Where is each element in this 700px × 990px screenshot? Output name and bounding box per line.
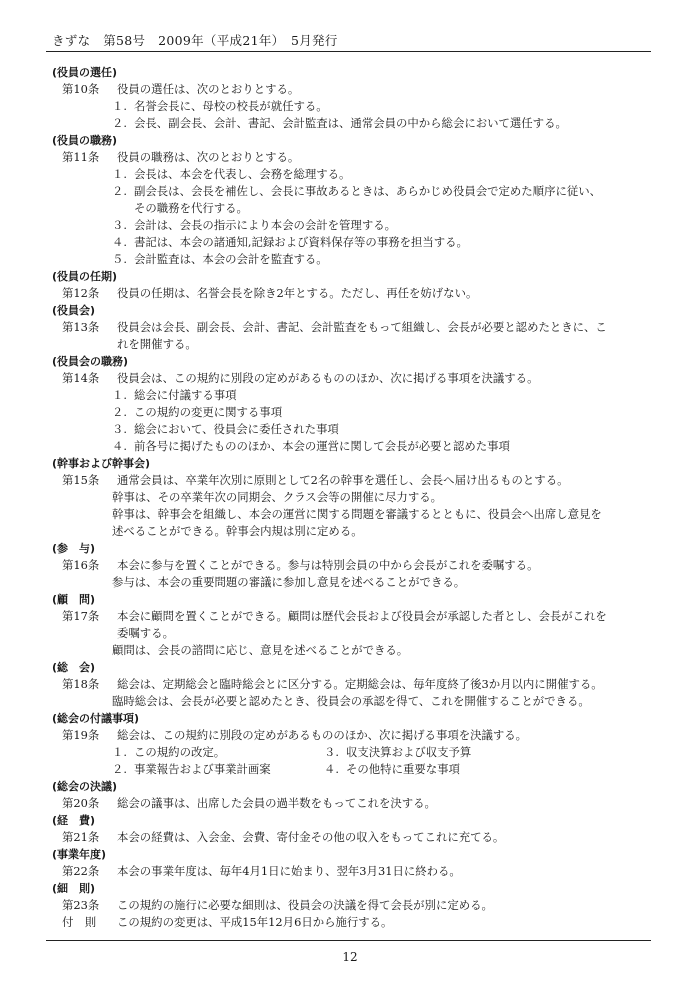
list-item: [52, 251, 652, 268]
article-paragraph: 参与は、本会の重要問題の審議に参加し意見を述べることができる。: [112, 575, 466, 589]
article-paragraph: 臨時総会は、会長が必要と認めたとき、役員会の承認を得て、これを開催することができる。: [112, 694, 590, 708]
article-text: 総会は、この規約に別段の定めがあるもののほか、次に掲げる事項を決議する。: [117, 728, 528, 742]
article-line: [52, 319, 652, 336]
list-item: [52, 421, 652, 438]
list-item: [52, 234, 652, 251]
article-number: 第12条: [62, 286, 100, 300]
article-text: 本会に顧問を置くことができる。顧問は歴代会長および役員会が承認した者とし、会長がこれを: [117, 609, 607, 623]
article-line: [52, 676, 652, 693]
article-text: 本会の経費は、入会金、会費、寄付金その他の収入をもってこれに充てる。: [117, 830, 505, 844]
article-text: この規約の施行に必要な細則は、役員会の決議を得て会長が別に定める。: [117, 898, 493, 912]
section-heading: (役員会の職務): [52, 355, 129, 368]
list-item: [52, 183, 652, 200]
item-number: ２.: [112, 405, 128, 419]
list-item-pair: [52, 761, 652, 778]
article-line: [52, 608, 652, 625]
article-text: 役員の職務は、次のとおりとする。: [117, 150, 300, 164]
section-heading: (総会の付議事項): [52, 712, 140, 725]
item-text: 会計監査は、本会の会計を監査する。: [134, 252, 328, 266]
footer-rule: [46, 940, 651, 941]
article-paragraph: 幹事は、幹事会を組織し、本会の運営に関する問題を審議するとともに、役員会へ出席し意見を: [112, 507, 602, 521]
article-line: [52, 914, 652, 931]
item-number: ５.: [112, 252, 128, 266]
item-number: ４.: [112, 439, 128, 453]
list-item: [52, 98, 652, 115]
article-text: 役員会は会長、副会長、会計、書記、会計監査をもって組織し、会長が必要と認めたときに、こ: [117, 320, 607, 334]
article-line: [52, 81, 652, 98]
item-number: １.: [112, 388, 128, 402]
article-number: 第15条: [62, 473, 100, 487]
article-line: [52, 829, 652, 846]
article-line: [52, 472, 652, 489]
section-heading: (役員会): [52, 304, 96, 317]
article-text: 総会の議事は、出席した会員の過半数をもってこれを決する。: [117, 796, 436, 810]
article-number: 第22条: [62, 864, 100, 878]
item-continuation: その職務を代行する。: [134, 201, 248, 215]
section-heading: (経 費): [52, 814, 96, 827]
article-continuation: れを開催する。: [117, 337, 197, 351]
article-number: 第20条: [62, 796, 100, 810]
item-number: ２.: [112, 762, 128, 776]
section-heading: (事業年度): [52, 848, 107, 861]
item-text: 書記は、本会の諸通知,記録および資料保存等の事務を担当する。: [134, 235, 468, 249]
item-number: １.: [112, 745, 128, 759]
article-number: 第13条: [62, 320, 100, 334]
item-text: 会計は、会長の指示により本会の会計を管理する。: [134, 218, 396, 232]
list-column: [112, 761, 324, 778]
article-text: この規約の変更は、平成15年12月6日から施行する。: [117, 915, 393, 929]
article-continuation: 委嘱する。: [117, 626, 174, 640]
list-item-pair: [52, 744, 652, 761]
list-item: [52, 217, 652, 234]
page-number: 12: [342, 950, 358, 964]
article-line: [52, 557, 652, 574]
item-text: この規約の変更に関する事項: [134, 405, 283, 419]
item-text: 総会に付議する事項: [134, 388, 237, 402]
item-text: この規約の改定。: [134, 745, 226, 759]
article-number: 第18条: [62, 677, 100, 691]
section-heading: (参 与): [52, 542, 96, 555]
item-number: １.: [112, 167, 128, 181]
article-paragraph: 述べることができる。幹事会内規は別に定める。: [112, 524, 363, 538]
article-line: [52, 897, 652, 914]
list-item: [52, 166, 652, 183]
section-heading: (役員の職務): [52, 134, 118, 147]
item-text: 収支決算および収支予算: [346, 745, 472, 759]
article-text: 通常会員は、卒業年次別に原則として2名の幹事を選任し、会長へ届け出るものとする。: [117, 473, 569, 487]
section-heading: (役員の任期): [52, 270, 118, 283]
item-text: 会長、副会長、会計、書記、会計監査は、通常会員の中から総会において選任する。: [134, 116, 567, 130]
item-text: 事業報告および事業計画案: [134, 762, 271, 776]
article-text: 役員会は、この規約に別段の定めがあるもののほか、次に掲げる事項を決議する。: [117, 371, 539, 385]
section-heading: (幹事および幹事会): [52, 457, 151, 470]
section-heading: (顧 問): [52, 593, 96, 606]
section-heading: (細 則): [52, 882, 96, 895]
item-text: 名誉会長に、母校の校長が就任する。: [134, 99, 328, 113]
article-text: 本会の事業年度は、毎年4月1日に始まり、翌年3月31日に終わる。: [117, 864, 461, 878]
article-text: 役員の任期は、名誉会長を除き2年とする。ただし、再任を妨げない。: [117, 286, 478, 300]
header-rule: [46, 51, 651, 52]
article-line: [52, 795, 652, 812]
article-line: [52, 727, 652, 744]
article-text: 総会は、定期総会と臨時総会とに区分する。定期総会は、毎年度終了後3か月以内に開催する。: [117, 677, 603, 691]
item-number: ３.: [112, 218, 128, 232]
item-text: 前各号に掲げたもののほか、本会の運営に関して会長が必要と認めた事項: [134, 439, 510, 453]
list-item: [52, 438, 652, 455]
article-line: [52, 863, 652, 880]
list-item: [52, 115, 652, 132]
page-header: きずな 第58号 2009年（平成21年） 5月発行: [52, 33, 338, 48]
article-number: 第10条: [62, 82, 100, 96]
item-text: その他特に重要な事項: [346, 762, 460, 776]
article-text: 本会に参与を置くことができる。参与は特別会員の中から会長がこれを委嘱する。: [117, 558, 539, 572]
item-number: ４.: [112, 235, 128, 249]
article-number: 第19条: [62, 728, 100, 742]
article-number: 第21条: [62, 830, 100, 844]
list-column: [112, 744, 324, 761]
article-number: 第16条: [62, 558, 100, 572]
item-number: ４.: [324, 762, 340, 776]
article-line: [52, 285, 652, 302]
article-number: 付 則: [62, 915, 97, 929]
list-item: [52, 404, 652, 421]
section-heading: (総 会): [52, 661, 96, 674]
article-line: [52, 370, 652, 387]
article-text: 役員の選任は、次のとおりとする。: [117, 82, 300, 96]
item-number: ２.: [112, 116, 128, 130]
article-number: 第23条: [62, 898, 100, 912]
article-number: 第17条: [62, 609, 100, 623]
item-number: １.: [112, 99, 128, 113]
bylaws-body: [52, 64, 652, 931]
item-number: ３.: [112, 422, 128, 436]
article-number: 第14条: [62, 371, 100, 385]
item-number: ２.: [112, 184, 128, 198]
item-text: 副会長は、会長を補佐し、会長に事故あるときは、あらかじめ役員会で定めた順序に従い、: [134, 184, 602, 198]
article-paragraph: 幹事は、その卒業年次の同期会、クラス会等の開催に尽力する。: [112, 490, 442, 504]
article-paragraph: 顧問は、会長の諮問に応じ、意見を述べることができる。: [112, 643, 409, 657]
item-text: 会長は、本会を代表し、会務を総理する。: [134, 167, 351, 181]
section-heading: (総会の決議): [52, 780, 118, 793]
item-text: 総会において、役員会に委任された事項: [134, 422, 339, 436]
article-line: [52, 149, 652, 166]
item-number: ３.: [324, 745, 340, 759]
list-item: [52, 387, 652, 404]
article-number: 第11条: [62, 150, 100, 164]
section-heading: (役員の選任): [52, 66, 118, 79]
